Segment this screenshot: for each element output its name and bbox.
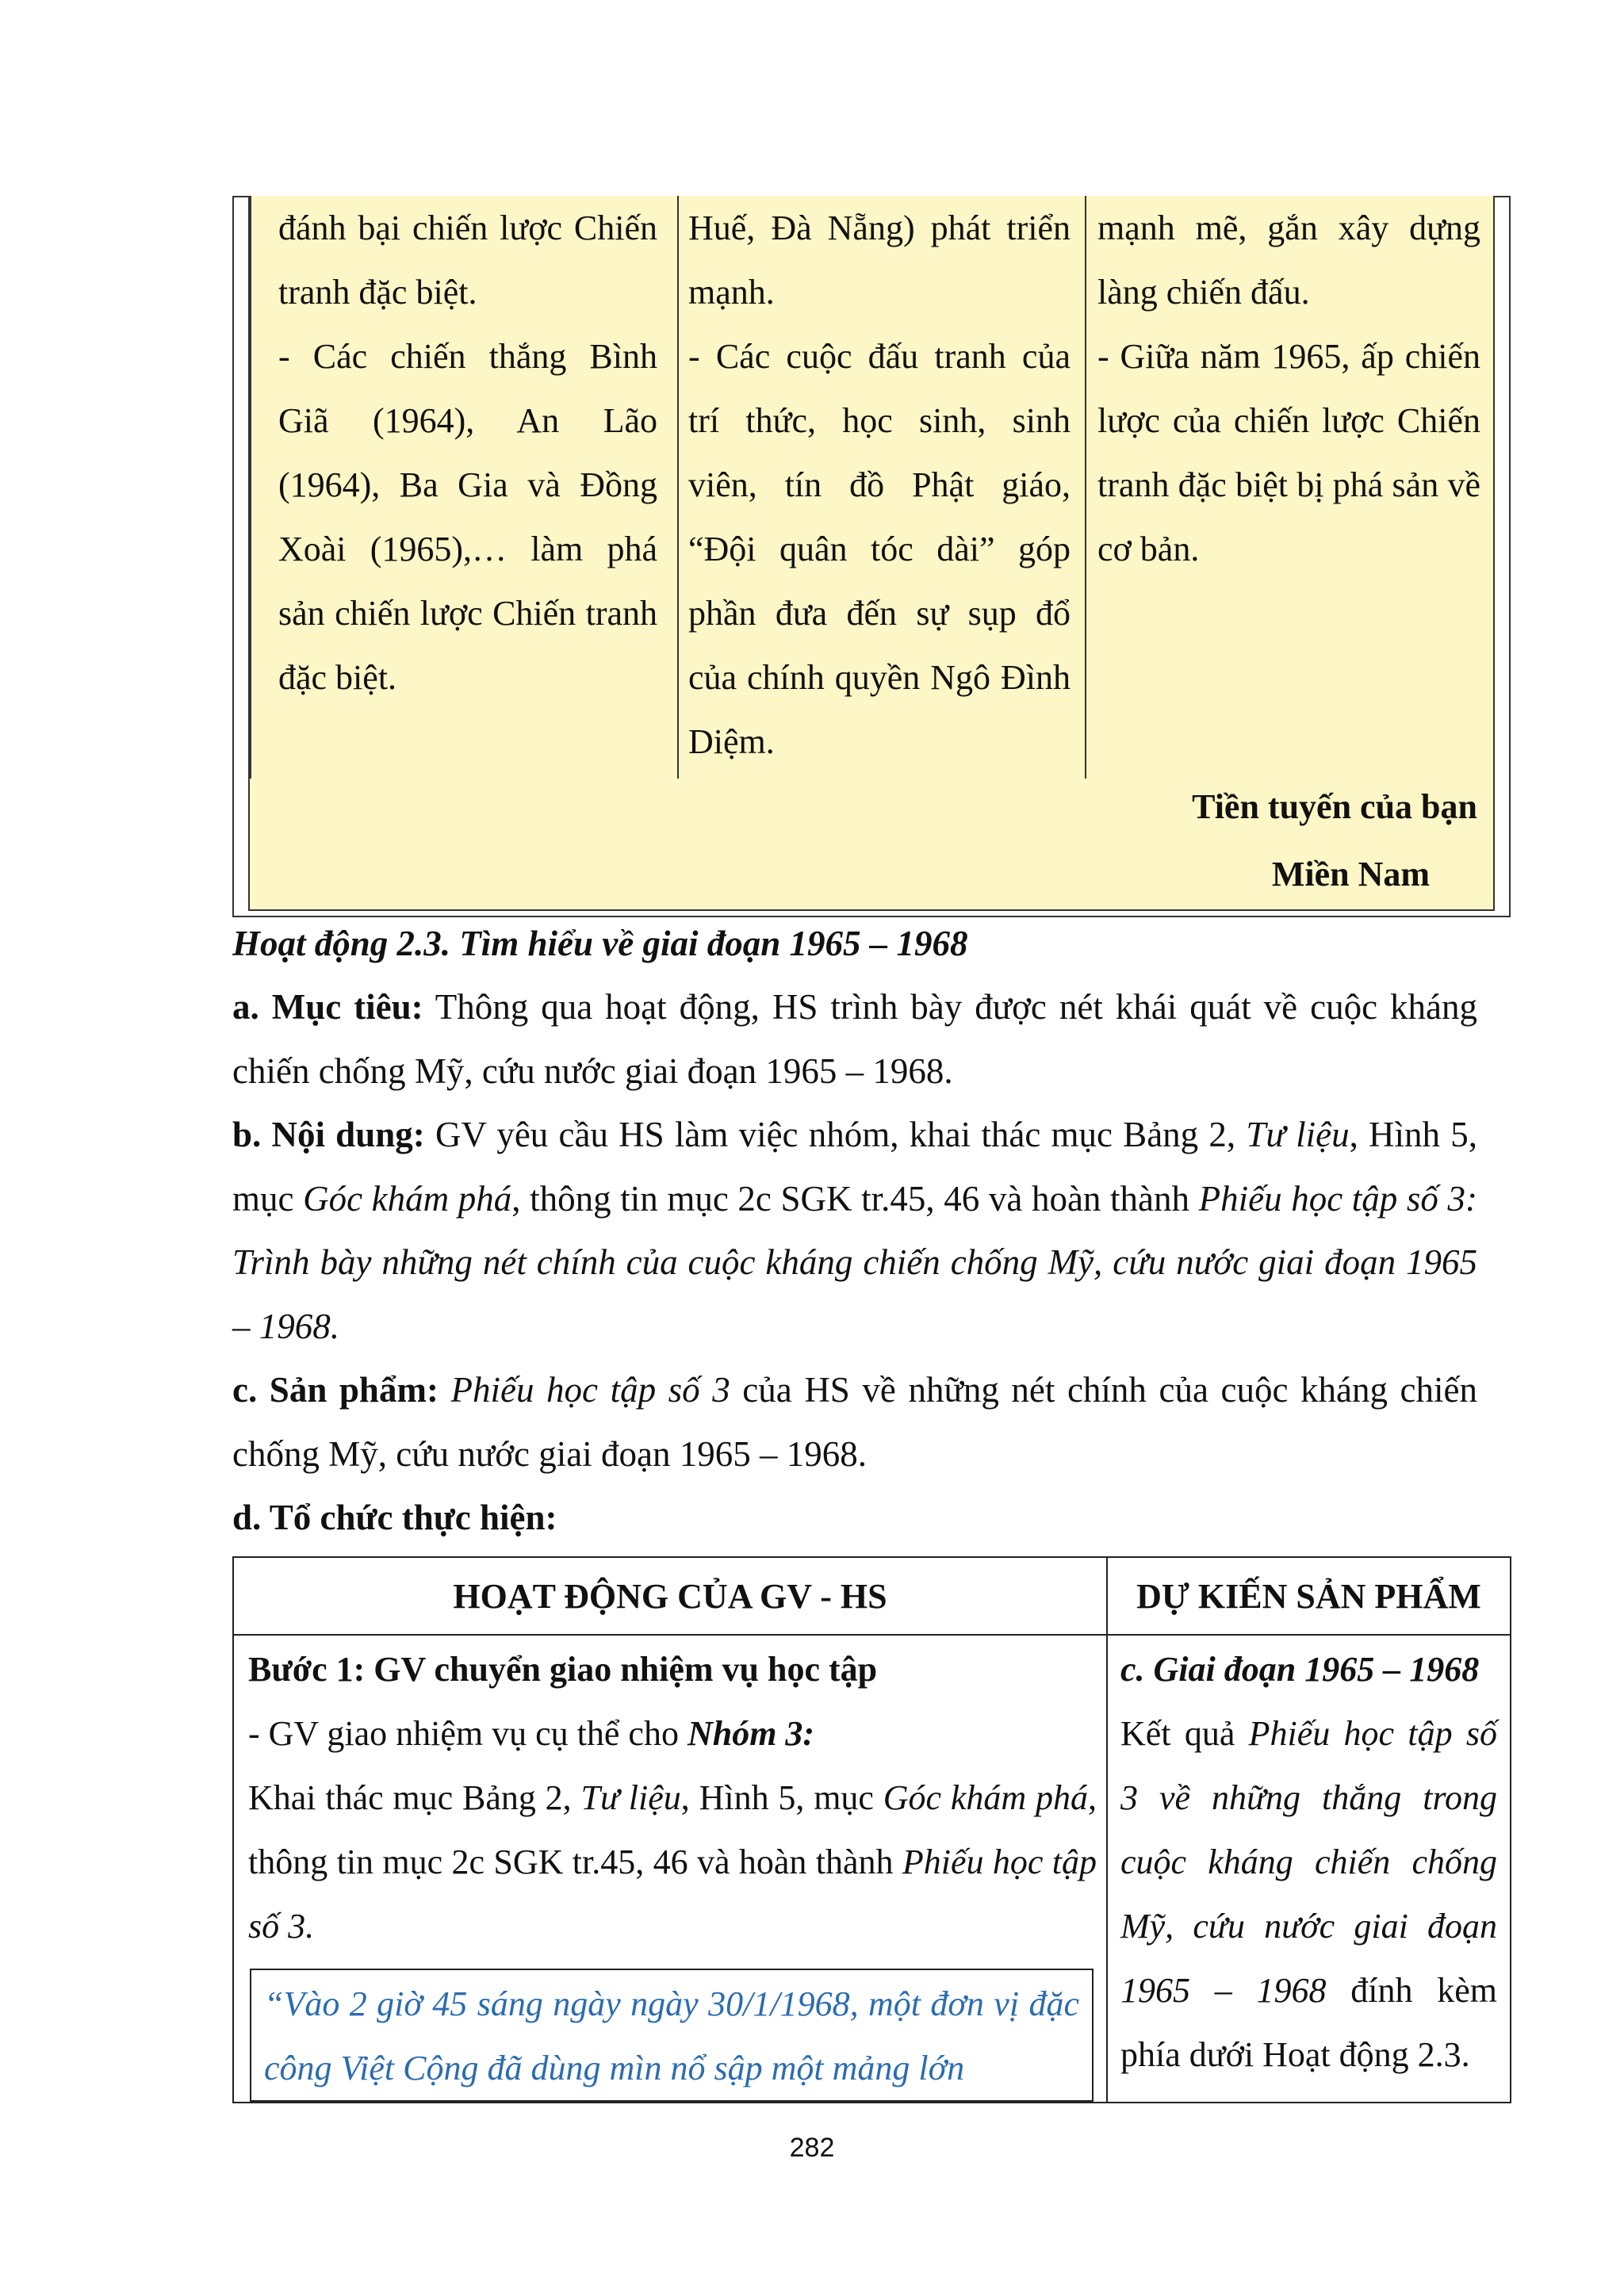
activity-heading: Hoạt động 2.3. Tìm hiểu về giai đoạn 1965 – 1968 — [232, 924, 968, 963]
source-quote-box — [250, 1969, 1094, 2102]
section-c — [232, 1358, 1477, 1486]
section-c-text: của HS về những nét chính của cuộc kháng chiến chống Mỹ, cứu nước giai đoạn 1965 – 1968. — [232, 1370, 1477, 1474]
task-emphasis: Góc khám phá — [883, 1778, 1088, 1817]
task-group: Nhóm 3: — [687, 1714, 815, 1753]
source-quote: “Vào 2 giờ 45 sáng ngày ngày 30/1/1968, một đơn vị đặc công Việt Cộng đã dùng mìn nổ sập một mảng lớn — [264, 1984, 1079, 2087]
section-b-emphasis: Phiếu học tập số 3: Trình bày những nét chính của cuộc kháng chiến chống Mỹ, cứu nước giai đoạn 1965 – 1968. — [232, 1178, 1477, 1346]
section-b-label: b. Nội dung: — [232, 1115, 425, 1154]
section-d-label: d. Tổ chức thực hiện: — [232, 1498, 557, 1537]
image-caption-line-1: Tiền tuyến của bạn — [1192, 787, 1477, 826]
continued-table-inner — [248, 196, 1495, 911]
section-a-text: Thông qua hoạt động, HS trình bày được nét khái quát về cuộc kháng chiến chống Mỹ, cứu nước giai đoạn 1965 – 1968. — [232, 987, 1478, 1091]
cell-text: Huế, Đà Nẵng) phát triển mạnh. — [688, 209, 1071, 312]
task-text: Khai thác mục Bảng 2, — [248, 1778, 581, 1817]
column-rule — [677, 196, 679, 779]
section-d — [232, 1486, 1477, 1550]
continued-column-1 — [278, 196, 657, 710]
product-text: Kết quả — [1120, 1714, 1249, 1753]
section-a-label: a. Mục tiêu: — [232, 987, 423, 1027]
continued-column-2 — [688, 196, 1071, 774]
table-column-divider — [1106, 1558, 1108, 2102]
section-b-text: , Hình 5, mục — [232, 1115, 1477, 1219]
task-prefix: - GV giao nhiệm vụ cụ thể cho — [248, 1714, 688, 1753]
cell-text: đánh bại chiến lược Chiến tranh đặc biệt. — [278, 209, 657, 312]
cell-text: - Các chiến thắng Bình Giã (1964), An Lão (1964), Ba Gia và Đồng Xoài (1965),… làm phá sản chiến lược Chiến tranh đặc biệt. — [278, 337, 657, 697]
product-title — [1120, 1637, 1497, 1701]
section-b-text: , thông tin mục 2c SGK tr.45, 46 và hoàn thành — [511, 1178, 1199, 1219]
section-c-emphasis: Phiếu học tập số 3 — [438, 1370, 730, 1410]
image-caption-line-2: Miền Nam — [1271, 855, 1430, 894]
continued-column-3 — [1097, 196, 1480, 581]
table-cell-expected-product — [1120, 1637, 1497, 2087]
cell-text: - Giữa năm 1965, ấp chiến lược của chiến lược Chiến tranh đặc biệt bị phá sản về cơ bản. — [1097, 337, 1480, 568]
cell-text: - Các cuộc đấu tranh của trí thức, học sinh, sinh viên, tín đồ Phật giáo, “Đội quân tóc dài” góp phần đưa đến sự sụp đổ của chính quyền Ngô Đình Diệm. — [688, 337, 1071, 761]
step-1-title: Bước 1: GV chuyển giao nhiệm vụ học tập — [248, 1650, 878, 1689]
task-description — [248, 1766, 1097, 1958]
section-c-label: c. Sản phẩm: — [232, 1370, 439, 1410]
table-header-activities: HOẠT ĐỘNG CỦA GV - HS — [234, 1558, 1106, 1636]
continued-table — [232, 196, 1511, 917]
product-description — [1120, 1701, 1497, 2087]
task-text: , Hình 5, mục — [680, 1778, 883, 1817]
task-line — [248, 1701, 1097, 1766]
activity-table — [232, 1556, 1511, 2103]
task-text: , thông tin mục 2c SGK tr.45, 46 và hoàn thành — [248, 1778, 1097, 1881]
product-text: đính kèm phía dưới Hoạt động 2.3. — [1120, 1971, 1498, 2074]
section-b-emphasis: Tư liệu — [1246, 1115, 1350, 1154]
product-title-text: c. Giai đoạn 1965 – 1968 — [1120, 1650, 1480, 1689]
step-title — [248, 1637, 1097, 1701]
page-number: 282 — [789, 2133, 835, 2163]
section-b-text: GV yêu cầu HS làm việc nhóm, khai thác mục Bảng 2, — [424, 1115, 1247, 1154]
section-a — [232, 975, 1477, 1103]
column-rule — [250, 196, 251, 779]
product-emphasis: Phiếu học tập số 3 về những thắng trong cuộc kháng chiến chống Mỹ, cứu nước giai đoạn 1965 – 1968 — [1120, 1714, 1498, 2010]
section-b — [232, 1103, 1477, 1358]
column-rule — [1085, 196, 1086, 779]
table-cell-activities — [248, 1637, 1097, 1958]
task-emphasis: Phiếu học tập số 3. — [248, 1843, 1097, 1946]
task-emphasis: Tư liệu — [580, 1778, 681, 1817]
table-header-expected-product: DỰ KIẾN SẢN PHẨM — [1108, 1558, 1510, 1636]
section-b-emphasis: Góc khám phá — [303, 1178, 512, 1219]
cell-text: mạnh mẽ, gắn xây dựng làng chiến đấu. — [1097, 209, 1480, 312]
